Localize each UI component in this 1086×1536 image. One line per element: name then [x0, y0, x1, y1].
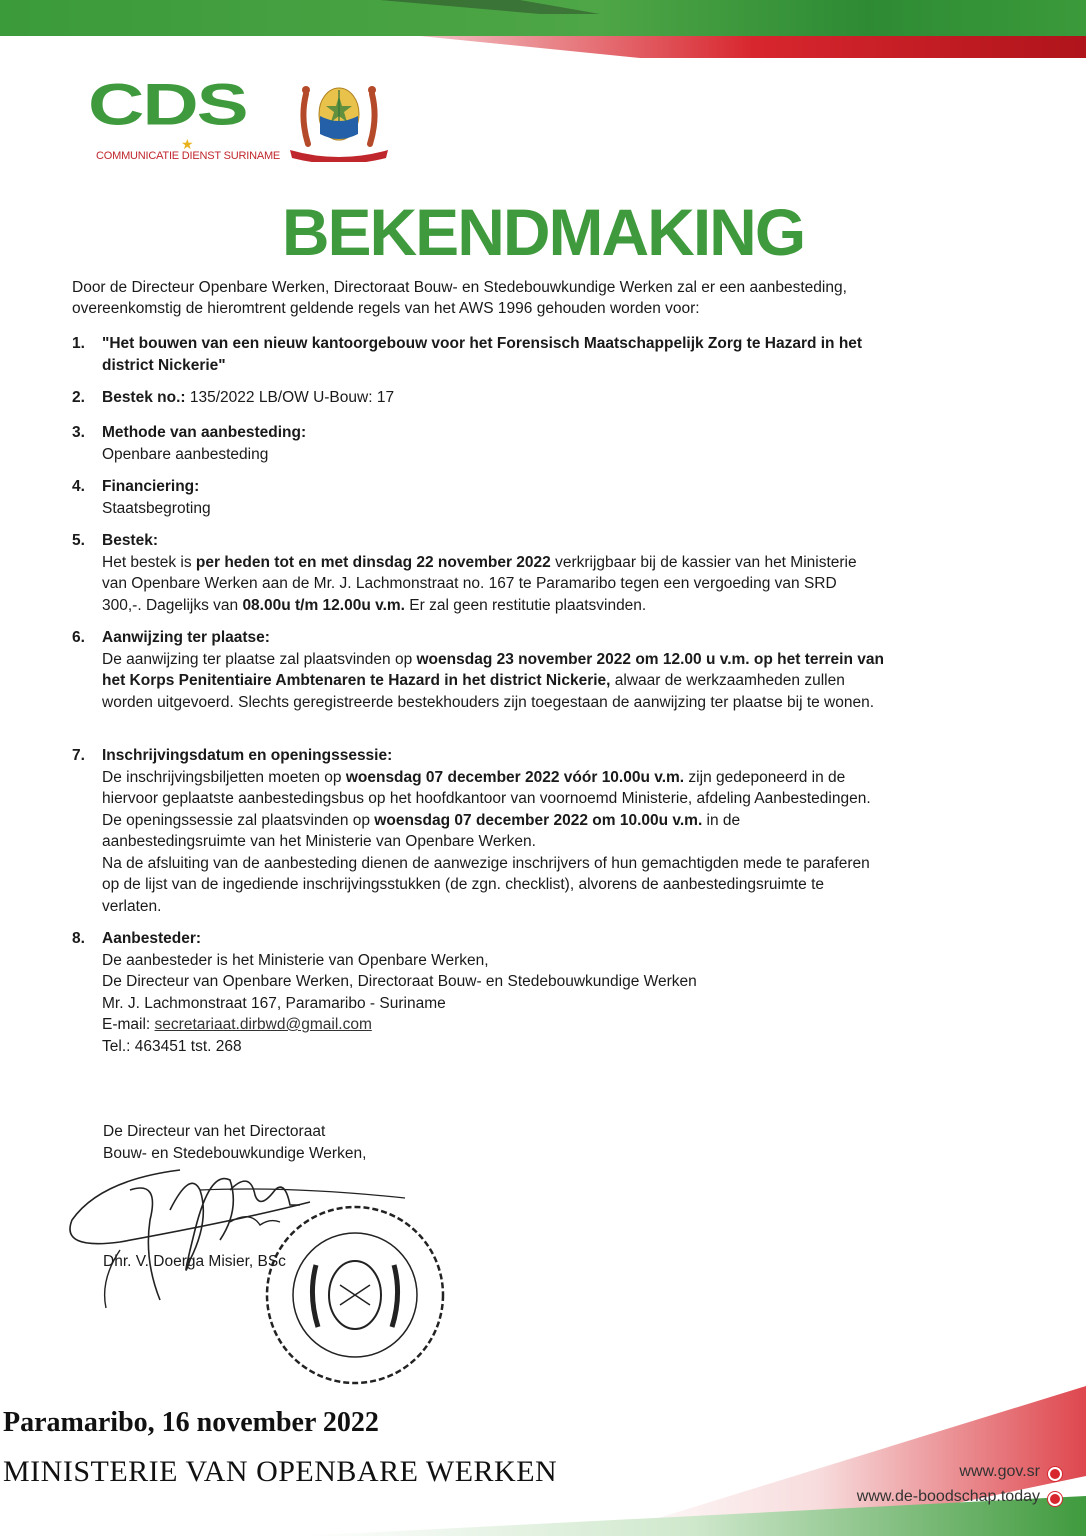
list-item-3 [72, 422, 892, 465]
item-number: 6. [72, 629, 85, 646]
globe-icon [1048, 1467, 1062, 1481]
item-label: Aanbesteder: [102, 930, 202, 947]
item-label: Methode van aanbesteding: [102, 424, 307, 441]
list-item-7 [72, 745, 884, 917]
signer-name: Dhr. V. Doerga Misier, BSc [103, 1253, 286, 1270]
item-body: De inschrijvingsbiljetten moeten op woensdag 07 december 2022 vóór 10.00u v.m. zijn gedeponeerd in de hiervoor geplaatste aanbestedingsbus op het hoofdkantoor van voornoemd Ministerie, afdeling Aanbestedingen. De openingssessie zal plaatsvinden op woensdag 07 december 2022 om 10.00u v.m. in de aanbestedingsruimte van het Ministerie van Openbare Werken. [102, 768, 871, 850]
list-item-1 [72, 333, 892, 376]
website-link-gov[interactable]: www.gov.sr [959, 1463, 1040, 1480]
item-label: Financiering: [102, 478, 200, 495]
address-line: De Directeur van Openbare Werken, Directoraat Bouw- en Stedebouwkundige Werken [102, 973, 697, 990]
item-body-continued: Na de afsluiting van de aanbesteding dienen de aanwezige inschrijvers of hun gemachtigden mede te paraferen op de lijst van de ingediende inschrijvingsstukken (de zgn. checklist), alvorens de aanbestedingsruimte te verlaten. [102, 854, 870, 915]
item-body: De aanwijzing ter plaatse zal plaatsvinden op woensdag 23 november 2022 om 12.00 u v.m. op het terrein van het Korps Penitentiaire Ambtenaren te Hazard in het district Nickerie, alwaar de werkzaamheden zullen worden uitgevoerd. Slechts geregistreerde bestekhouders zijn toegestaan de aanwijzing ter plaatse bij te wonen. [102, 650, 884, 711]
item-number: 5. [72, 532, 85, 549]
item-number: 3. [72, 424, 85, 441]
list-item-4 [72, 476, 892, 519]
project-title: "Het bouwen van een nieuw kantoorgebouw voor het Forensisch Maatschappelijk Zorg te Hazard in het district Nickerie" [102, 335, 863, 374]
cds-logo [88, 71, 288, 168]
phone-line: Tel.: 463451 tst. 268 [102, 1037, 242, 1055]
item-number: 2. [72, 389, 85, 406]
list-item-5 [72, 530, 872, 616]
list-item-2 [72, 387, 892, 409]
footer-date: Paramaribo, 16 november 2022 [3, 1407, 379, 1438]
globe-icon [1048, 1492, 1062, 1506]
address-line: Mr. J. Lachmonstraat 167, Paramaribo - Suriname [102, 994, 446, 1012]
item-body: Het bestek is per heden tot en met dinsdag 22 november 2022 verkrijgbaar bij de kassier van het Ministerie van Openbare Werken aan de Mr. J. Lachmonstraat no. 167 te Paramaribo tegen een vergoeding van SRD 300,-. Dagelijks van 08.00u t/m 12.00u v.m. Er zal geen restitutie plaatsvinden. [102, 553, 857, 614]
item-label: Bestek: [102, 532, 158, 549]
email-label: E-mail: [102, 1016, 155, 1033]
email-link[interactable]: secretariaat.dirbwd@gmail.com [154, 1016, 372, 1033]
item-label: Bestek no.: [102, 389, 186, 406]
item-label: Aanwijzing ter plaatse: [102, 629, 270, 646]
item-number: 1. [72, 335, 85, 352]
bestek-number: 135/2022 LB/OW U-Bouw: 17 [185, 389, 395, 406]
website-link-boodschap[interactable]: www.de-boodschap.today [856, 1488, 1040, 1505]
top-decorative-band [0, 0, 1086, 60]
intro-paragraph: Door de Directeur Openbare Werken, Directoraat Bouw- en Stedebouwkundige Werken zal er een aanbesteding, overeenkomstig de hieromtrent geldende regels van het AWS 1996 gehouden worden voor: [72, 279, 847, 317]
signoff-line: De Directeur van het Directoraat [103, 1123, 326, 1140]
footer-ministry: MINISTERIE VAN OPENBARE WERKEN [3, 1455, 558, 1488]
list-item-6 [72, 627, 884, 713]
cds-logo-subtitle: COMMUNICATIE DIENST SURINAME [96, 150, 281, 162]
item-number: 4. [72, 478, 85, 495]
cds-logo-letters: CDS [88, 71, 247, 138]
item-number: 7. [72, 747, 85, 764]
item-value: Openbare aanbesteding [102, 445, 269, 463]
address-line: De aanbesteder is het Ministerie van Openbare Werken, [102, 951, 489, 969]
page-title: BEKENDMAKING [281, 195, 805, 269]
item-label: Inschrijvingsdatum en openingssessie: [102, 747, 393, 764]
suriname-coat-of-arms [288, 78, 390, 162]
list-item-8 [72, 928, 892, 1057]
signoff-line: Bouw- en Stedebouwkundige Werken, [103, 1144, 367, 1162]
item-value: Staatsbegroting [102, 499, 211, 517]
item-number: 8. [72, 930, 85, 947]
handwritten-signature [60, 1150, 420, 1320]
star-icon: ★ [181, 136, 194, 152]
